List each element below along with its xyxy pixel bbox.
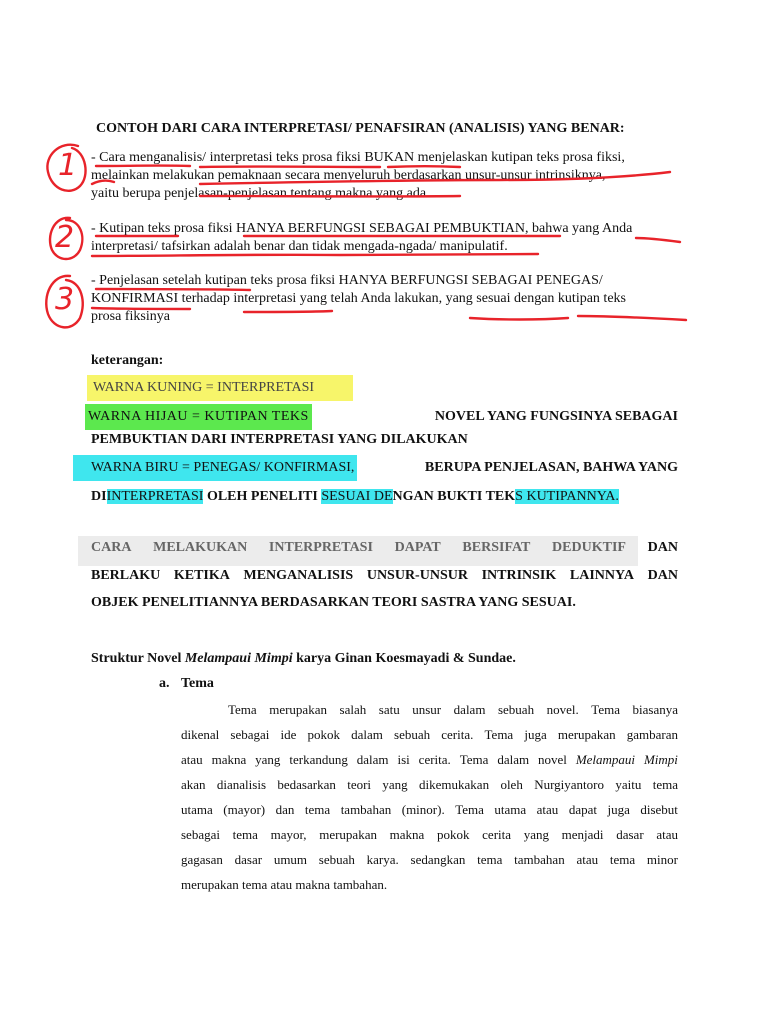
tema-word: oleh (500, 777, 523, 792)
tema-word: karya. (366, 852, 399, 867)
tema-word: tambahan (340, 802, 392, 817)
tema-word: dalam (356, 752, 389, 767)
tema-word: dikenal (181, 727, 220, 742)
point-2-line-2: interpretasi/ tafsirkan adalah benar dan tidak mengada-ngada/ manipulatif. (91, 239, 508, 254)
tema-word: cerita. (418, 752, 451, 767)
tema-word: yang (255, 752, 281, 767)
cara-line-1 (91, 540, 678, 556)
circle-2-number: 2 (55, 220, 75, 255)
legend-green-rest: NOVEL YANG FUNGSINYA SEBAGAI (434, 409, 678, 424)
legend-yellow-label: WARNA KUNING = INTERPRETASI (93, 380, 315, 395)
cara-word: UNSUR-UNSUR (366, 568, 468, 583)
tema-word: merupakan (269, 702, 327, 717)
cara-word: MELAKUKAN (153, 540, 248, 555)
tema-word: merupakan (557, 727, 616, 742)
tema-word: sebagai (181, 827, 220, 842)
tema-word: mayor, (270, 827, 307, 842)
tema-word: sebuah (318, 852, 355, 867)
struktur-heading (91, 651, 516, 667)
tema-line (181, 822, 678, 847)
tema-word: tema (609, 852, 636, 867)
tema-word: atau (536, 802, 559, 817)
tema-word: Tema (455, 802, 484, 817)
tema-word: sebuah (497, 702, 535, 717)
legend-blue (91, 455, 678, 481)
tema-line (181, 847, 678, 872)
tema-word: utama (494, 802, 527, 817)
point-1 (91, 149, 671, 203)
page-title: CONTOH DARI CARA INTERPRETASI/ PENAFSIRAN (ANALISIS) YANG BENAR: (96, 121, 625, 136)
legend-text-segment: DI (91, 489, 107, 504)
tema-line (181, 772, 678, 797)
legend-text-segment: NGAN BUKTI TEK (392, 489, 516, 504)
tema-word: atau (576, 852, 599, 867)
tema-word: juga (607, 802, 630, 817)
tema-word: teori (347, 777, 372, 792)
point-3-line-3: prosa fiksinya (91, 309, 170, 324)
legend-text-segment: OLEH PENELITI (203, 489, 322, 504)
novel-title: Melampaui Mimpi (184, 651, 293, 666)
blue-highlight-segment: INTERPRETASI (106, 489, 204, 504)
tema-word: unsur (412, 702, 442, 717)
point-2-line-1: - Kutipan teks prosa fiksi HANYA BERFUNGSI SEBAGAI PEMBUKTIAN, bahwa yang Anda (91, 221, 633, 236)
section-a-marker: a. (159, 676, 170, 691)
tema-word: tambahan (514, 852, 565, 867)
struktur-prefix: Struktur Novel (91, 651, 185, 666)
tema-word: umum (273, 852, 308, 867)
tema-line (181, 747, 678, 772)
point-1-line-3: yaitu berupa penjelasan-penjelasan tentang makna yang ada. (91, 186, 430, 201)
tema-word: disebut (640, 802, 678, 817)
point-1-line-1: - Cara menganalisis/ interpretasi teks prosa fiksi BUKAN menjelaskan kutipan teks prosa fiksi, (91, 150, 625, 165)
circle-3-number: 3 (55, 282, 75, 317)
legend-yellow (87, 375, 353, 401)
cara-word: MENGANALISIS (243, 568, 354, 583)
tema-word: sebuah (394, 727, 431, 742)
struktur-suffix: karya Ginan Koesmayadi & Sundae. (292, 651, 516, 666)
tema-word: tema (232, 827, 258, 842)
tema-word: Nurgiyantoro (534, 777, 604, 792)
cara-line-3: OBJEK PENELITIANNYA BERDASARKAN TEORI SASTRA YANG SESUAI. (91, 595, 576, 610)
blue-highlight-segment: SESUAI DE (321, 489, 393, 504)
cara-word: BERSIFAT (462, 540, 531, 555)
tema-word: Tema (591, 702, 620, 717)
tema-word: pokok (436, 827, 470, 842)
cara-line-2 (91, 568, 678, 584)
legend-green-highlight: WARNA HIJAU = KUTIPAN TEKS (85, 404, 312, 430)
blue-highlight-segment: S KUTIPANNYA. (515, 489, 619, 504)
point-1-line-2: melainkan melakukan pemaknaan secara menyeluruh berdasarkan unsur-unsur intrinsiknya, (91, 168, 606, 183)
tema-word: yang (382, 777, 408, 792)
tema-word: (minor). (401, 802, 445, 817)
tema-word: Tema (228, 702, 257, 717)
tema-word: Mimpi (643, 752, 678, 767)
tema-word: utama (181, 802, 213, 817)
tema-word: atau (181, 752, 203, 767)
cara-word: LAINNYA (569, 568, 634, 583)
tema-word: tema (477, 852, 503, 867)
point-2 (91, 220, 671, 256)
tema-line (181, 697, 678, 722)
tema-word: atau (656, 827, 678, 842)
tema-line (181, 797, 678, 822)
tema-word: isi (397, 752, 410, 767)
tema-line (181, 722, 678, 747)
cara-word: CARA (91, 540, 132, 555)
tema-word: cerita (482, 827, 512, 842)
tema-word: biasanya (632, 702, 678, 717)
cara-word: INTERPRETASI (268, 540, 373, 555)
tema-word: dapat (568, 802, 597, 817)
cara-word: DAN (647, 568, 678, 583)
tema-word: gambaran (626, 727, 678, 742)
cara-word: DAN (647, 540, 678, 555)
section-a-title: Tema (181, 676, 214, 691)
tema-word: ide (280, 727, 297, 742)
tema-word: (mayor) (223, 802, 266, 817)
cara-word: KETIKA (173, 568, 230, 583)
tema-word: yaitu (615, 777, 642, 792)
tema-word: menjadi (561, 827, 604, 842)
tema-word: dalam (351, 727, 383, 742)
legend-blue-rest: BERUPA PENJELASAN, BAHWA YANG (424, 460, 678, 475)
tema-word: dianalisis (216, 777, 267, 792)
tema-word: akan (181, 777, 206, 792)
tema-word: sebagai (230, 727, 270, 742)
tema-word: gagasan (181, 852, 223, 867)
tema-word: Tema (459, 752, 489, 767)
tema-paragraph (181, 697, 678, 897)
cara-word: DAPAT (394, 540, 441, 555)
cara-word: BERLAKU (91, 568, 161, 583)
tema-word: dalam (453, 702, 486, 717)
tema-word: dasar (234, 852, 263, 867)
tema-word: juga (524, 727, 547, 742)
tema-word: dalam (497, 752, 530, 767)
tema-word: Melampaui (575, 752, 636, 767)
tema-word: minor (646, 852, 678, 867)
tema-word: satu (378, 702, 400, 717)
tema-word: yang (523, 827, 549, 842)
tema-word: makna (389, 827, 425, 842)
tema-word: cerita. (441, 727, 474, 742)
legend-blue-line-2 (91, 484, 619, 510)
circle-1-number: 1 (58, 148, 78, 183)
point-3-line-1: - Penjelasan setelah kutipan teks prosa fiksi HANYA BERFUNGSI SEBAGAI PENEGAS/ (91, 273, 603, 288)
legend-green-line-2: PEMBUKTIAN DARI INTERPRETASI YANG DILAKUKAN (91, 432, 468, 447)
tema-word: terkandung (289, 752, 348, 767)
tema-word: novel. (546, 702, 579, 717)
point-3 (91, 272, 671, 326)
cara-word: DEDUKTIF (552, 540, 626, 555)
keterangan-title: keterangan: (91, 353, 164, 368)
legend-blue-highlight: WARNA BIRU = PENEGAS/ KONFIRMASI, (73, 455, 357, 481)
tema-word: bedasarkan (277, 777, 336, 792)
tema-word: sedangkan (410, 852, 466, 867)
tema-word: dan (275, 802, 295, 817)
legend-green (88, 404, 678, 430)
tema-word: tema (304, 802, 331, 817)
tema-word: dasar (616, 827, 644, 842)
tema-word: pokok (307, 727, 341, 742)
point-3-line-2: KONFIRMASI terhadap interpretasi yang telah Anda lakukan, yang sesuai dengan kutipan teks (91, 291, 626, 306)
tema-word: merupakan (319, 827, 377, 842)
tema-word: makna (211, 752, 247, 767)
tema-word: Tema (484, 727, 514, 742)
tema-word: novel (538, 752, 567, 767)
tema-word: salah (339, 702, 367, 717)
tema-word: tema (652, 777, 678, 792)
tema-line: merupakan tema atau makna tambahan. (181, 877, 388, 892)
cara-word: INTRINSIK (481, 568, 557, 583)
tema-word: dikemukakan (419, 777, 490, 792)
